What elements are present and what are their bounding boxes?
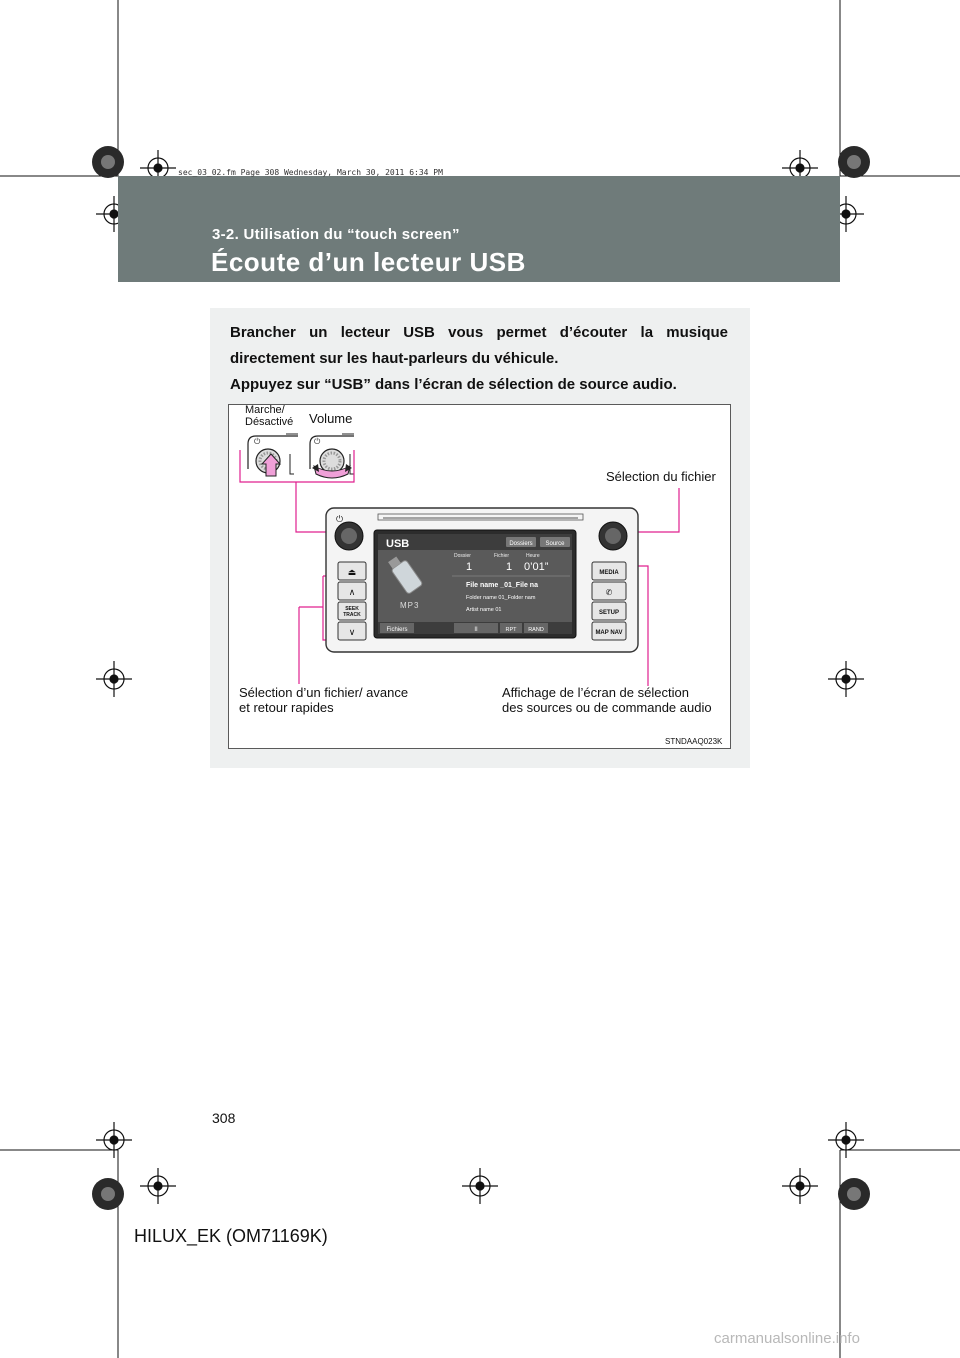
callout-seek-line2: et retour rapides [239,700,334,715]
svg-text:∧: ∧ [348,587,356,597]
svg-text:✆: ✆ [605,588,613,597]
svg-text:⏏: ⏏ [347,567,357,577]
callout-volume: Volume [309,411,353,426]
svg-text:SETUP: SETUP [598,610,620,616]
svg-text:0’01”: 0’01” [524,561,549,573]
callout-seek [239,685,408,715]
svg-text:1: 1 [506,561,513,573]
svg-text:Fichier: Fichier [494,553,510,559]
svg-text:MEDIA: MEDIA [599,570,619,576]
svg-text:1: 1 [466,561,473,573]
watermark: carmanualsonline.info [714,1330,860,1347]
svg-text:II: II [474,627,478,633]
callout-power [245,404,293,428]
intro-line-1: Brancher un lecteur USB vous permet d’écouter la musique [230,324,728,341]
intro-line-3: Appuyez sur “USB” dans l’écran de sélection de source audio. [230,376,677,393]
figure-code: STNDAAQ023K [665,737,723,746]
head-unit [326,508,638,652]
callout-file-select: Sélection du fichier [606,469,716,484]
svg-text:Fichiers: Fichiers [386,627,408,633]
intro-text [230,320,728,398]
svg-text:Folder name 01_Folder nam: Folder name 01_Folder nam [466,595,536,601]
svg-text:Source: Source [545,541,565,547]
svg-text:⏻: ⏻ [336,514,344,524]
callout-display [502,685,712,715]
print-info-line: sec_03_02.fm Page 308 Wednesday, March 30, 2011 6:34 PM [178,168,443,177]
svg-text:⏻: ⏻ [314,437,321,446]
page-title: Écoute d’un lecteur USB [211,247,526,277]
svg-text:Artist name 01: Artist name 01 [466,607,502,613]
svg-text:RAND: RAND [528,627,544,633]
power-knob-inset [248,434,298,476]
section-label: 3-2. Utilisation du “touch screen” [212,226,460,243]
svg-text:TRACK: TRACK [343,612,361,618]
intro-line-2: directement sur les haut-parleurs du véhicule. [230,350,559,367]
callout-power-line2: Désactivé [245,416,294,428]
svg-text:Dossier: Dossier [454,553,471,559]
volume-knob-inset [310,434,354,478]
svg-text:SEEK: SEEK [345,606,359,612]
svg-text:RPT: RPT [505,627,517,633]
callout-power-line1: Marche/ [245,404,285,416]
svg-text:Dossiers: Dossiers [509,541,533,547]
callout-display-line2: des sources ou de commande audio [502,700,712,715]
footer-model-code: HILUX_EK (OM71169K) [134,1226,328,1246]
callout-display-line1: Affichage de l’écran de sélection [502,685,689,700]
page-number: 308 [212,1110,236,1126]
svg-text:MP3: MP3 [400,601,420,610]
svg-text:∨: ∨ [348,627,356,637]
svg-text:File name _01_File na: File name _01_File na [466,582,538,589]
callout-seek-line1: Sélection d’un fichier/ avance [239,685,409,700]
svg-text:MAP NAV: MAP NAV [595,630,623,636]
svg-text:USB: USB [386,538,410,550]
svg-text:Heure: Heure [526,553,540,559]
svg-text:⏻: ⏻ [254,437,261,446]
